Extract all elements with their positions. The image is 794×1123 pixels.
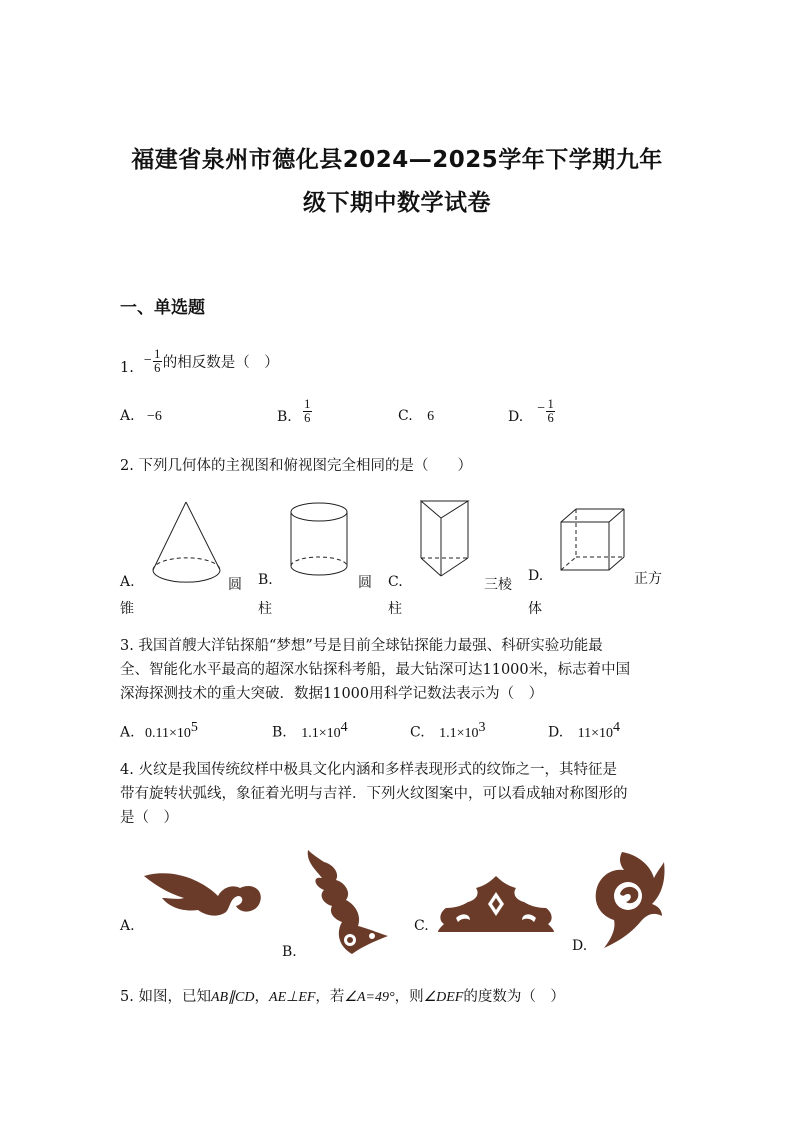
fraction-sign: −	[143, 353, 152, 368]
fraction-denominator: 6	[154, 360, 161, 375]
math-parallel: AB∥CD	[210, 990, 255, 1005]
fire-pattern-d-image	[592, 850, 667, 950]
q2-option-c-label[interactable]: C.	[388, 574, 403, 590]
option-label: C.	[398, 408, 413, 424]
q1-option-a[interactable]	[120, 408, 162, 425]
q2-option-c-name2: 柱	[388, 601, 402, 617]
option-label: D.	[508, 409, 524, 425]
q1-option-c[interactable]	[398, 408, 434, 425]
q4-option-a-label[interactable]: A.	[120, 918, 135, 934]
exam-title-line1: 福建省泉州市德化县2024—2025学年下学期九年	[131, 147, 663, 173]
option-value: 6	[427, 409, 435, 424]
question-text: ，则	[394, 989, 424, 1005]
question-text: 5. 如图，已知	[120, 989, 211, 1005]
option-label: C.	[410, 724, 425, 741]
fraction-sign: −	[537, 401, 546, 416]
option-exponent: 4	[613, 720, 621, 735]
math-perpendicular: AE⊥EF	[269, 990, 316, 1005]
q1-option-b[interactable]	[277, 398, 313, 425]
math-angle-a: ∠A=49°	[344, 990, 395, 1005]
question-number: 1.	[120, 360, 134, 376]
option-label: A.	[120, 408, 135, 424]
fraction	[546, 398, 555, 425]
fraction-denominator: 6	[304, 411, 311, 425]
q2-option-a-name2: 锥	[120, 601, 134, 617]
fraction-numerator: 1	[547, 397, 554, 411]
q1-option-d[interactable]	[508, 398, 556, 425]
question-3-line-1: 3. 我国首艘大洋钻探船“梦想”号是目前全球钻探能力最强、科研实验功能最	[120, 638, 603, 654]
cylinder-figure	[290, 500, 360, 590]
triangular-prism-figure	[418, 498, 478, 588]
option-label: D.	[548, 724, 564, 741]
option-value: 1.1×10	[301, 725, 341, 741]
fraction	[153, 348, 162, 375]
q4-option-b-label[interactable]: B.	[282, 944, 297, 960]
option-exponent: 3	[478, 720, 486, 735]
q3-option-d[interactable]	[548, 720, 620, 742]
q2-option-d-label[interactable]: D.	[528, 568, 544, 584]
fraction	[303, 398, 312, 425]
option-label: B.	[277, 409, 292, 425]
option-value: 0.11×10	[145, 725, 191, 741]
question-3-line-3: 深海探测技术的重大突破．数据11000用科学记数法表示为（ ）	[120, 686, 544, 702]
exam-title-line2: 级下期中数学试卷	[303, 190, 491, 216]
section-heading: 一、单选题	[120, 298, 205, 318]
question-text: ，若	[315, 989, 345, 1005]
option-label: B.	[272, 724, 287, 741]
question-text: 的度数为（ ）	[463, 989, 565, 1005]
math-angle-def: ∠DEF	[423, 990, 464, 1005]
option-exponent: 5	[190, 720, 198, 735]
question-2: 2. 下列几何体的主视图和俯视图完全相同的是（ ）	[120, 458, 472, 474]
option-exponent: 4	[340, 720, 348, 735]
q2-option-d-name2: 体	[528, 601, 542, 617]
fraction-numerator: 1	[304, 397, 311, 411]
question-3-line-2: 全、智能化水平最高的超深水钻探科考船，最大钻深可达11000米，标志着中国	[120, 662, 631, 678]
q2-option-b-name2: 柱	[258, 601, 272, 617]
q3-option-a[interactable]	[120, 720, 198, 742]
question-text: ，	[254, 989, 270, 1005]
q4-option-c-label[interactable]: C.	[414, 918, 429, 934]
question-4-line-2: 带有旋转状弧线，象征着光明与吉祥．下列火纹图案中，可以看成轴对称图形的	[120, 786, 628, 802]
question-5	[120, 985, 565, 1006]
option-value: 11×10	[577, 725, 614, 741]
cube-figure	[558, 506, 633, 576]
question-4-line-1: 4. 火纹是我国传统纹样中极具文化内涵和多样表现形式的纹饰之一，其特征是	[120, 762, 617, 778]
question-1	[120, 346, 279, 376]
question-text: 的相反数是（ ）	[162, 354, 279, 371]
fraction-denominator: 6	[547, 411, 554, 425]
option-value: 1.1×10	[439, 725, 479, 741]
fraction-numerator: 1	[154, 346, 161, 361]
option-value: −6	[147, 409, 162, 424]
option-label: A.	[120, 724, 135, 741]
question-4-line-3: 是（ ）	[120, 810, 178, 826]
fire-pattern-b-image	[302, 848, 392, 958]
q2-option-d-name1: 正方	[634, 571, 662, 587]
fire-pattern-c-image	[436, 872, 556, 934]
fire-pattern-a-image	[140, 868, 265, 923]
q2-option-b-name1: 圆	[358, 575, 372, 591]
q2-option-a-label[interactable]: A.	[120, 574, 135, 590]
q4-option-d-label[interactable]: D.	[572, 938, 588, 954]
q3-option-c[interactable]	[410, 720, 486, 742]
q2-option-b-label[interactable]: B.	[258, 572, 273, 588]
q2-option-a-name1: 圆	[228, 577, 242, 593]
q3-option-b[interactable]	[272, 720, 348, 742]
q2-option-c-name1: 三棱	[484, 577, 512, 593]
cone-figure	[148, 500, 228, 590]
